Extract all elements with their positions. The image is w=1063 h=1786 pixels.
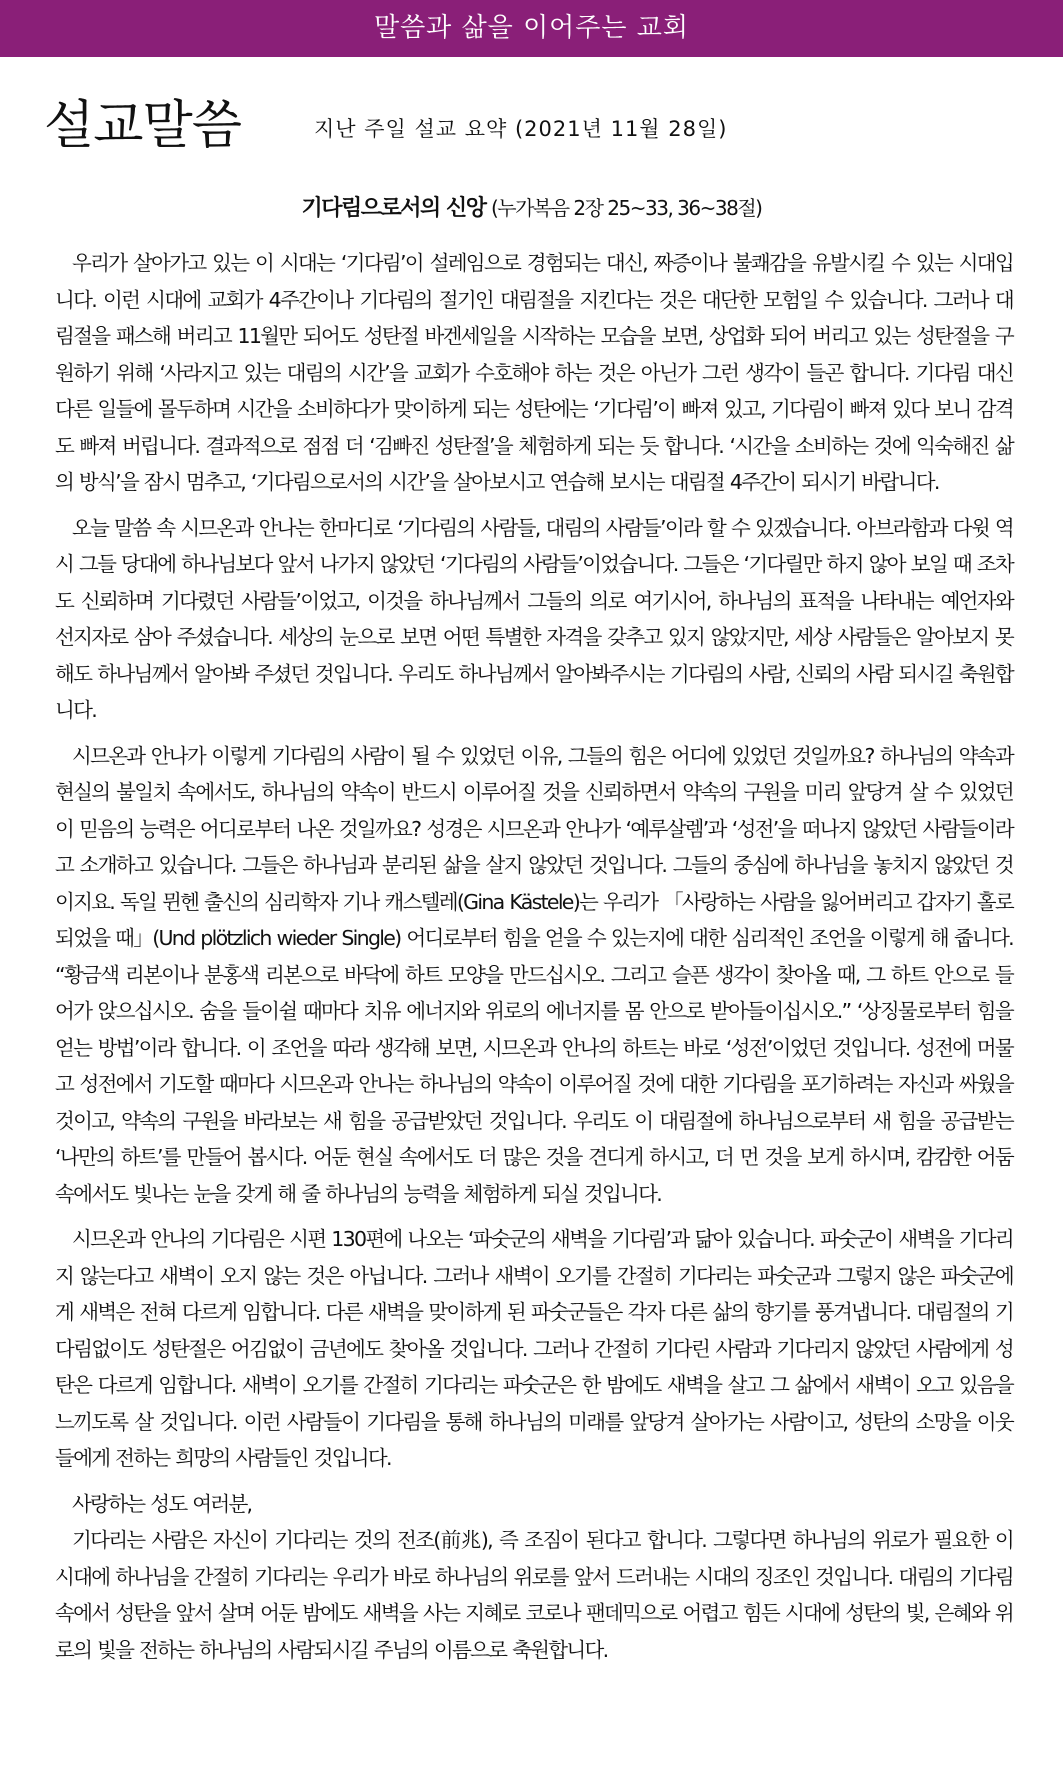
- paragraph-greeting: 사랑하는 성도 여러분,: [72, 1491, 252, 1516]
- page-subtitle: 지난 주일 설교 요약 (2021년 11월 28일): [314, 117, 728, 141]
- sermon-body: [55, 245, 1013, 1668]
- sermon-heading: [0, 193, 1063, 224]
- banner-text: 말씀과 삶을 이어주는 교회: [373, 13, 690, 43]
- church-banner: [0, 0, 1063, 57]
- paragraph-1: 우리가 살아가고 있는 이 시대는 ‘기다림’이 설레임으로 경험되는 대신, 짜증이나 불쾌감을 유발시킬 수 있는 시대입니다. 이런 시대에 교회가 4주간이나 기다림의 절기인 대림절을 지킨다는 것은 대단한 모험일 수 있습니다. 그러나 대림절을 패스해 버리고 11월만 되어도 성탄절 바겐세일을 시작하는 모습을 보면, 상업화 되어 버리고 있는 성탄절을 구원하기 위해 ‘사라지고 있는 대림의 시간’을 교회가 수호해야 하는 것은 아닌가 그런 생각이 들곤 합니다. 기다림 대신 다른 일들에 몰두하며 시간을 소비하다가 맞이하게 되는 성탄에는 ‘기다림’이 빠져 있고, 기다림이 빠져 있다 보니 감격도 빠져 버립니다. 결과적으로 점점 더 ‘김빠진 성탄절’을 체험하게 되는 듯 합니다. ‘시간을 소비하는 것에 익숙해진 삶의 방식’을 잠시 멈추고, ‘기다림으로서의 시간’을 살아보시고 연습해 보시는 대림절 4주간이 되시기 바랍니다.: [55, 251, 1013, 494]
- paragraph-4: 시므온과 안나의 기다림은 시편 130편에 나오는 ‘파숫군의 새벽을 기다림’과 닮아 있습니다. 파숫군이 새벽을 기다리지 않는다고 새벽이 오지 않는 것은 아닙니다. 그러나 새벽이 오기를 간절히 기다리는 파숫군과 그렇지 않은 파숫군에게 새벽은 전혀 다르게 임합니다. 다른 새벽을 맞이하게 된 파숫군들은 각자 다른 삶의 향기를 풍겨냅니다. 대림절의 기다림없이도 성탄절은 어김없이 금년에도 찾아올 것입니다. 그러나 간절히 기다린 사람과 기다리지 않았던 사람에게 성탄은 다르게 임합니다. 새벽이 오기를 간절히 기다리는 파숫군은 한 밤에도 새벽을 살고 그 삶에서 새벽이 오고 있음을 느끼도록 살 것입니다. 이런 사람들이 기다림을 통해 하나님의 미래를 앞당겨 살아가는 사람이고, 성탄의 소망을 이웃들에게 전하는 희망의 사람들인 것입니다.: [55, 1227, 1013, 1470]
- page-header: [44, 96, 1024, 166]
- sermon-title: 기다림으로서의 신앙: [301, 196, 486, 221]
- paragraph-closing: 기다리는 사람은 자신이 기다리는 것의 전조(前兆), 즉 조짐이 된다고 합니다. 그렇다면 하나님의 위로가 필요한 이 시대에 하나님을 간절히 기다리는 우리가 바로 하나님의 위로를 앞서 드러내는 시대의 징조인 것입니다. 대림의 기다림 속에서 성탄을 앞서 살며 어둔 밤에도 새벽을 사는 지혜로 코로나 팬데믹으로 어렵고 힘든 시대에 성탄의 빛, 은혜와 위로의 빛을 전하는 하나님의 사람되시길 주님의 이름으로 축원합니다.: [55, 1528, 1013, 1662]
- paragraph-3: 시므온과 안나가 이렇게 기다림의 사람이 될 수 있었던 이유, 그들의 힘은 어디에 있었던 것일까요? 하나님의 약속과 현실의 불일치 속에서도, 하나님의 약속이 반드시 이루어질 것을 신뢰하면서 약속의 구원을 미리 앞당겨 살 수 있었던 이 믿음의 능력은 어디로부터 나온 것일까요? 성경은 시므온과 안나가 ‘예루살렘’과 ‘성전’을 떠나지 않았던 사람들이라고 소개하고 있습니다. 그들은 하나님과 분리된 삶을 살지 않았던 것입니다. 그들의 중심에 하나님을 놓치지 않았던 것이지요. 독일 뮌헨 출신의 심리학자 기나 캐스텔레(Gina Kästele)는 우리가 「사랑하는 사람을 잃어버리고 갑자기 홀로 되었을 때」(Und plötzlich wieder Single) 어디로부터 힘을 얻을 수 있는지에 대한 심리적인 조언을 이렇게 해 줍니다. “황금색 리본이나 분홍색 리본으로 바닥에 하트 모양을 만드십시오. 그리고 슬픈 생각이 찾아올 때, 그 하트 안으로 들어가 앉으십시오. 숨을 들이쉴 때마다 치유 에너지와 위로의 에너지를 몸 안으로 받아들이십시오.” ‘상징물로부터 힘을 얻는 방법’이라 합니다. 이 조언을 따라 생각해 보면, 시므온과 안나의 하트는 바로 ‘성전’이었던 것입니다. 성전에 머물고 성전에서 기도할 때마다 시므온과 안나는 하나님의 약속이 이루어질 것에 대한 기다림을 포기하려는 자신과 싸웠을 것이고, 약속의 구원을 바라보는 새 힘을 공급받았던 것입니다. 우리도 이 대림절에 하나님으로부터 새 힘을 공급받는 ‘나만의 하트’를 만들어 봅시다. 어둔 현실 속에서도 더 많은 것을 견디게 하시고, 더 먼 것을 보게 하시며, 캄캄한 어둠 속에서도 빛나는 눈을 갖게 해 줄 하나님의 능력을 체험하게 되실 것입니다.: [55, 743, 1013, 1206]
- scripture-reference: (누가복음 2장 25~33, 36~38절): [490, 196, 762, 220]
- page-title: 설교말씀: [44, 96, 241, 156]
- paragraph-2: 오늘 말씀 속 시므온과 안나는 한마디로 ‘기다림의 사람들, 대림의 사람들’이라 할 수 있겠습니다. 아브라함과 다윗 역시 그들 당대에 하나님보다 앞서 나가지 않았던 ‘기다림의 사람들’이었습니다. 그들은 ‘기다릴만 하지 않아 보일 때 조차도 신뢰하며 기다렸던 사람들’이었고, 이것을 하나님께서 그들의 의로 여기시어, 하나님의 표적을 나타내는 예언자와 선지자로 삼아 주셨습니다. 세상의 눈으로 보면 어떤 특별한 자격을 갖추고 있지 않았지만, 세상 사람들은 알아보지 못해도 하나님께서 알아봐 주셨던 것입니다. 우리도 하나님께서 알아봐주시는 기다림의 사람, 신뢰의 사람 되시길 축원합니다.: [55, 515, 1013, 722]
